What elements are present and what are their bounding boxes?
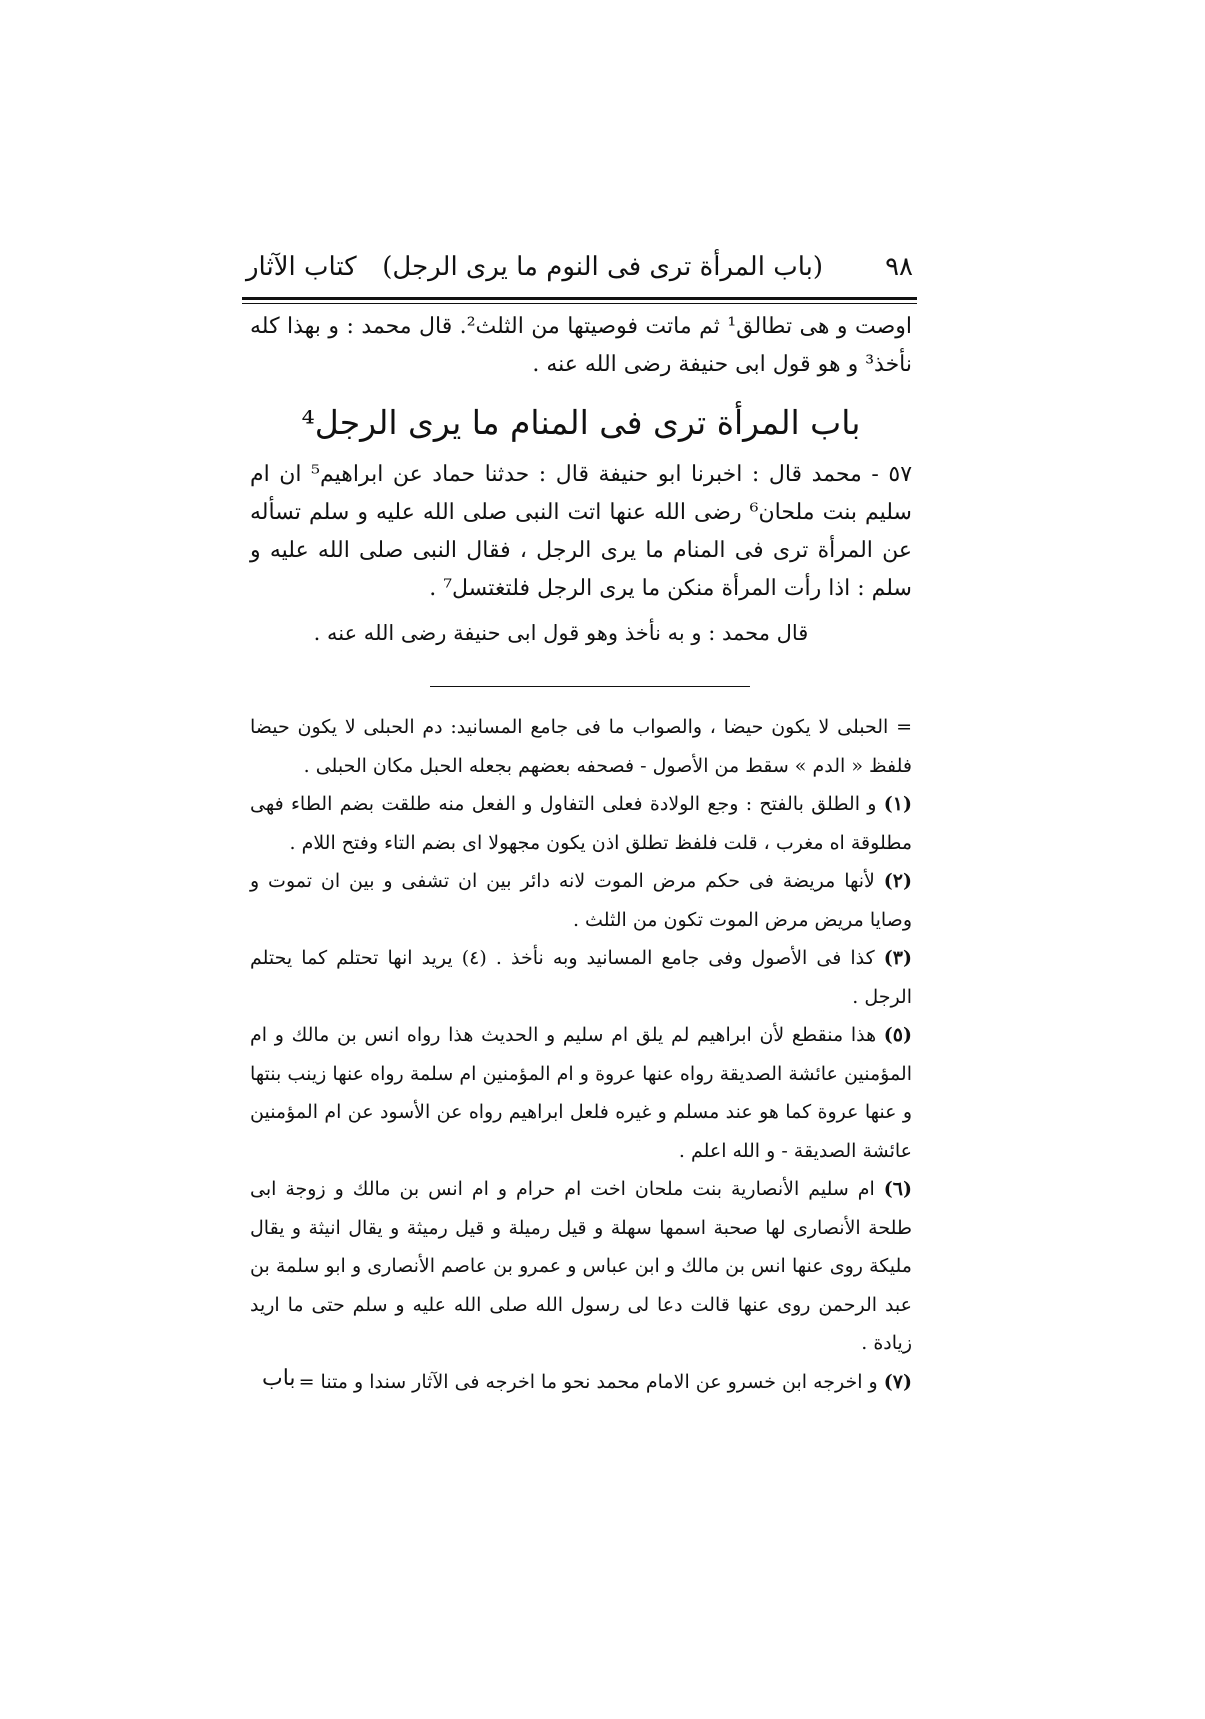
footnote-text: هذا منقطع لأن ابراهيم لم يلق ام سليم و الحديث هذا رواه انس بن مالك و ام المؤمنين عائشة الصديقة رواه عنها عروة و ام المؤمنين ام سلمة رواه عنها زينب بنتها و عنها عروة كما هو عند مسلم و غيره فلعل ابراهيم رواه عن الأسود عن ام المؤمنين عائشة الصديقة - و الله اعلم . (250, 1024, 912, 1162)
footnote (250, 939, 912, 1016)
footnote (250, 708, 912, 785)
author-comment: قال محمد : و به نأخذ وهو قول ابى حنيفة رضى الله عنه . (313, 621, 809, 645)
chapter-title: باب المرأة ترى فى المنام ما يرى الرجل⁴ (301, 403, 861, 442)
footnote-text: و اخرجه ابن خسرو عن الامام محمد نحو ما اخرجه فى الآثار سندا و متنا = (298, 1370, 878, 1393)
header-rule-thick (242, 297, 917, 300)
footnote-text: لأنها مريضة فى حكم مرض الموت لانه دائر بين ان تشفى و بين ان تموت و وصايا مريض مرض الموت تكون من الثلث . (250, 870, 912, 931)
footnote-number: (٢) (883, 870, 912, 892)
header-rule-thin (242, 303, 917, 304)
footnote-text: و الطلق بالفتح : وجع الولادة فعلى التفاول و الفعل منه طلقت بضم الطاء فهى مطلوقة اه مغرب ، قلت فلفظ تطلق اذن يكون مجهولا اى بضم التاء وفتح اللام . (250, 793, 912, 854)
footnote-number: (٥) (883, 1024, 912, 1046)
footnote-text: كذا فى الأصول وفى جامع المسانيد وبه نأخذ . (٤) يريد انها تحتلم كما يحتلم الرجل . (250, 947, 912, 1008)
main-text (250, 308, 912, 652)
footnote (250, 785, 912, 862)
hadith-paragraph: ٥٧ - محمد قال : اخبرنا ابو حنيفة قال : حدثنا حماد عن ابراهيم⁵ ان ام سليم بنت ملحان⁶ رضى الله عنها اتت النبى صلى الله عليه و سلم تسأله عن المرأة ترى فى المنام ما يرى الرجل ، فقال النبى صلى الله عليه و سلم : اذا رأت المرأة منكن ما يرى الرجل فلتغتسل⁷ . (250, 462, 913, 601)
page-number: ٩٨ (885, 252, 913, 282)
intro-paragraph: اوصت و هى تطالق¹ ثم ماتت فوصيتها من الثلث². قال محمد : و بهذا كله نأخذ³ و هو قول ابى حنيفة رضى الله عنه . (250, 314, 913, 377)
footnote-number: (٦) (883, 1178, 913, 1200)
page-header (246, 252, 913, 292)
catchword: باب (262, 1366, 296, 1391)
footnote-text: = الحبلى لا يكون حيضا ، والصواب ما فى جامع المسانيد: دم الحبلى لا يكون حيضا فلفظ « الدم » سقط من الأصول - فصحفه بعضهم بجعله الحبل مكان الحبلى . (250, 716, 912, 777)
footnote-number: (٧) (883, 1370, 912, 1393)
footnote-number: (١) (883, 793, 912, 815)
footnote-separator (430, 686, 750, 687)
footnote (250, 1170, 912, 1363)
footnotes (250, 708, 912, 1401)
footnote-text: ام سليم الأنصارية بنت ملحان اخت ام حرام و ام انس بن مالك و زوجة ابى طلحة الأنصارى لها صحبة اسمها سهلة و قيل رميلة و قيل رميثة و يقال انيثة و يقال مليكة روى عنها انس بن مالك و ابن عباس و عمرو بن عاصم الأنصارى و ابو سلمة بن عبد الرحمن روى عنها قالت دعا لى رسول الله صلى الله عليه و سلم حتى ما اريد زيادة . (250, 1178, 912, 1354)
book-title: كتاب الآثار (246, 252, 357, 282)
footnote-number: (٣) (883, 947, 912, 969)
footnote (250, 1016, 912, 1170)
footnote (250, 1363, 912, 1402)
footnote (250, 862, 912, 939)
running-title: (باب المرأة ترى فى النوم ما يرى الرجل) (382, 252, 823, 282)
